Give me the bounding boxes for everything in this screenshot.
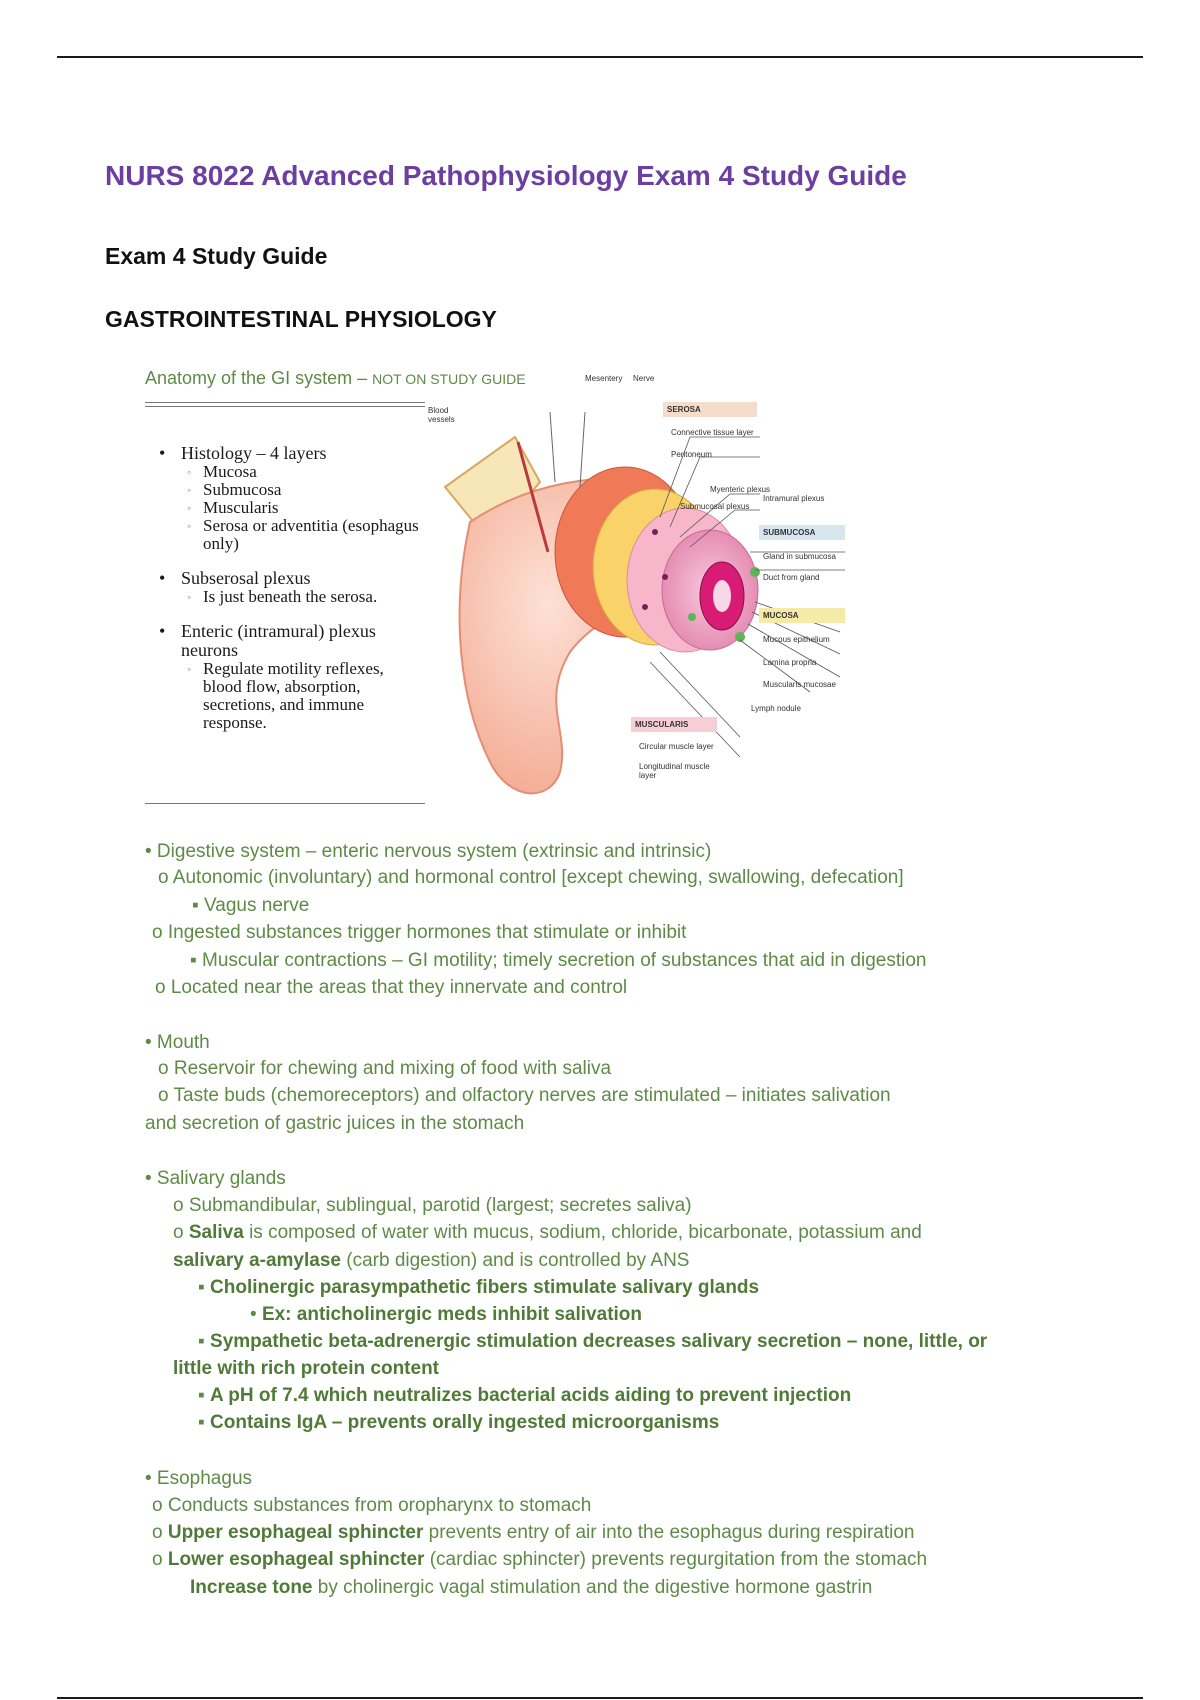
figure-rule-top-2 [145, 406, 425, 407]
note-line: o Reservoir for chewing and mixing of food with saliva [158, 1058, 612, 1079]
gi-anatomy-figure [145, 362, 850, 810]
figure-sub-bullet: ◦ Submucosa [155, 481, 425, 499]
note-line: ▪ Sympathetic beta-adrenergic stimulation decreases salivary secretion – none, little, or [198, 1331, 988, 1352]
note-line: ▪ Contains IgA – prevents orally ingested microorganisms [198, 1412, 720, 1433]
note-line: o Saliva is composed of water with mucus, sodium, chloride, bicarbonate, potassium and [173, 1222, 922, 1243]
figure-rule-top [145, 402, 425, 403]
note-line: o Taste buds (chemoreceptors) and olfactory nerves are stimulated – initiates salivation [158, 1085, 891, 1106]
subtitle: Exam 4 Study Guide [105, 243, 328, 269]
figure-bullet-list [155, 432, 425, 732]
label-submucosa: SUBMUCOSA [759, 525, 845, 540]
label-muscularis: MUSCULARIS [631, 717, 717, 732]
label-serosa: SEROSA [663, 402, 757, 417]
label-circular-muscle: Circular muscle layer [639, 742, 714, 751]
label-peritoneum: Peritoneum [671, 450, 712, 459]
label-longitudinal-muscle: Longitudinal muscle layer [639, 762, 710, 780]
note-line: • Digestive system – enteric nervous system (extrinsic and intrinsic) [145, 841, 712, 862]
note-line: o Conducts substances from oropharynx to stomach [152, 1495, 592, 1516]
figure-bullet: • Enteric (intramural) plexus neurons [155, 622, 425, 660]
label-gland: Gland in submucosa [763, 552, 836, 561]
label-myenteric-plexus: Myenteric plexus [710, 485, 771, 494]
note-line: o Upper esophageal sphincter prevents entry of air into the esophagus during respiration [152, 1522, 915, 1543]
note-line: o Autonomic (involuntary) and hormonal control [except chewing, swallowing, defecation] [158, 867, 904, 888]
label-muscularis-mucosae: Muscularis mucosae [763, 680, 836, 689]
label-mesentery: Mesentery [585, 374, 623, 383]
top-rule [57, 56, 1143, 58]
figure-bullet: • Subserosal plexus [155, 569, 425, 588]
note-line: and secretion of gastric juices in the stomach [145, 1113, 525, 1134]
figure-caption: Anatomy of the GI system – NOT ON STUDY GUIDE [145, 368, 526, 388]
note-line: Increase tone by cholinergic vagal stimulation and the digestive hormone gastrin [190, 1577, 873, 1598]
label-lamina-propria: Lamina propria [763, 658, 817, 667]
note-line: ▪ Cholinergic parasympathetic fibers stimulate salivary glands [198, 1277, 760, 1298]
figure-bullet: • Histology – 4 layers [155, 444, 425, 463]
label-mucosa: MUCOSA [759, 608, 845, 623]
note-line: little with rich protein content [173, 1358, 439, 1379]
label-duct: Duct from gland [763, 573, 820, 582]
page-title: NURS 8022 Advanced Pathophysiology Exam 4 Study Guide [105, 160, 907, 191]
label-lymph-nodule: Lymph nodule [751, 704, 801, 713]
figure-sub-bullet: ◦ Mucosa [155, 463, 425, 481]
note-line: • Esophagus [145, 1468, 253, 1489]
label-mucous-epithelium: Mucous epithelium [763, 635, 830, 644]
note-line: o Ingested substances trigger hormones that stimulate or inhibit [152, 922, 687, 943]
figure-sub-bullet: ◦ Muscularis [155, 499, 425, 517]
label-connective-tissue: Connective tissue layer [671, 428, 754, 437]
label-nerve: Nerve [633, 374, 655, 383]
label-intramural-plexus: Intramural plexus [763, 494, 825, 503]
label-blood-vessels: Blood vessels [428, 406, 455, 424]
note-line: ▪ Muscular contractions – GI motility; timely secretion of substances that aid in digestion [190, 950, 927, 971]
figure-sub-bullet: ◦ Serosa or adventitia (esophagus only) [155, 517, 425, 553]
figure-caption-note: NOT ON STUDY GUIDE [372, 371, 526, 387]
note-line: • Ex: anticholinergic meds inhibit salivation [250, 1304, 643, 1325]
section-heading: GASTROINTESTINAL PHYSIOLOGY [105, 306, 497, 332]
note-line: • Salivary glands [145, 1168, 286, 1189]
label-submucosal-plexus: Submucosal plexus [680, 502, 750, 511]
note-line: • Mouth [145, 1032, 210, 1053]
note-line: o Submandibular, sublingual, parotid (largest; secretes saliva) [173, 1195, 692, 1216]
note-line: o Lower esophageal sphincter (cardiac sphincter) prevents regurgitation from the stomach [152, 1549, 928, 1570]
figure-rule-bottom [145, 803, 425, 804]
note-line: o Located near the areas that they innervate and control [155, 977, 628, 998]
bottom-rule [57, 1697, 1143, 1699]
note-line: ▪ A pH of 7.4 which neutralizes bacterial acids aiding to prevent injection [198, 1385, 852, 1406]
figure-sub-bullet: ◦ Regulate motility reflexes, blood flow, absorption, secretions, and immune response. [155, 660, 425, 732]
figure-sub-bullet: ◦ Is just beneath the serosa. [155, 588, 425, 606]
note-line: salivary a-amylase (carb digestion) and is controlled by ANS [173, 1250, 690, 1271]
note-line: ▪ Vagus nerve [192, 895, 310, 916]
